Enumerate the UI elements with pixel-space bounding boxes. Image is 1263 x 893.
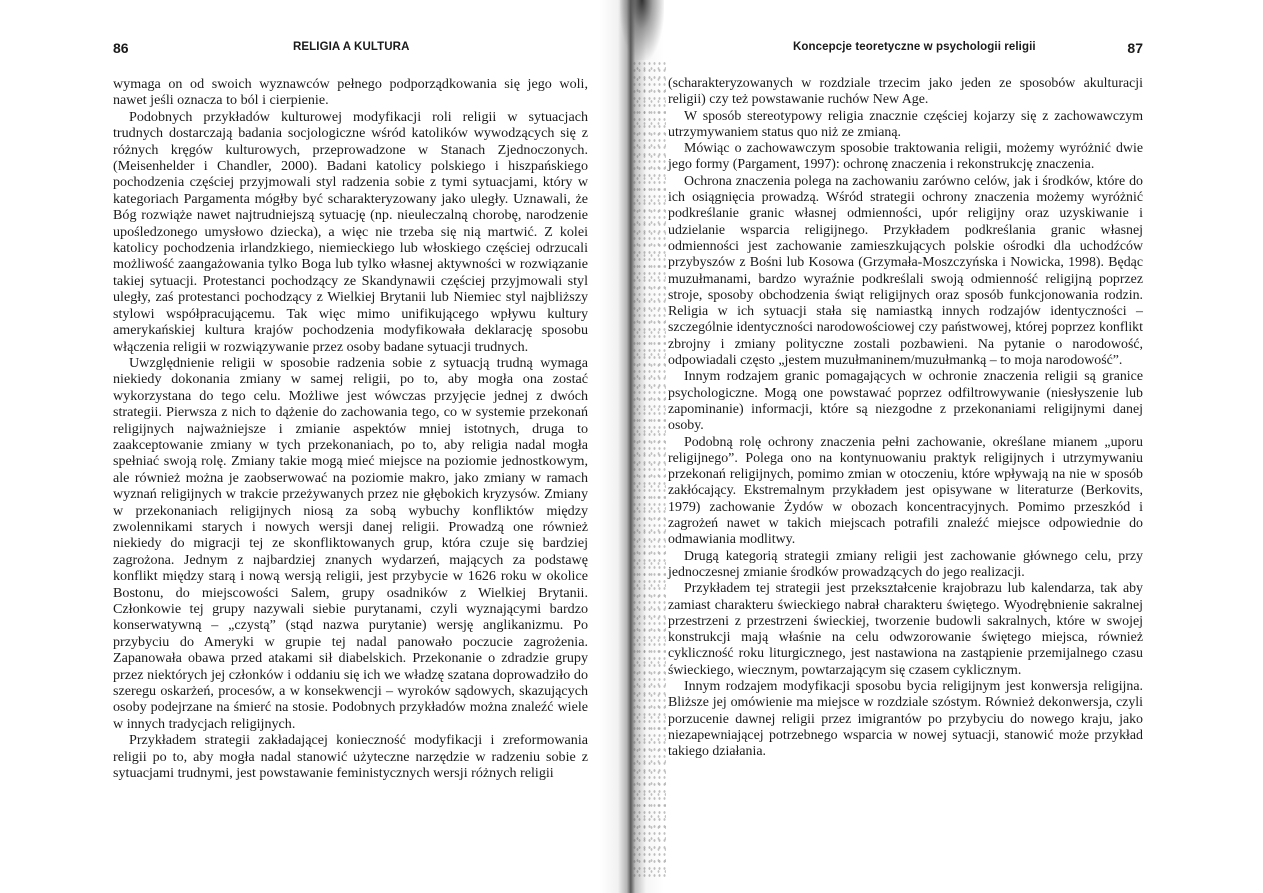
paragraph: Innym rodzajem granic pomagających w ochronie znaczenia religii są granice psychologiczne. Mogą one powstawać poprzez odfiltrowywanie (niesłyszenie lub zapominanie) informacji, które są niezgodne z przekonaniami religijnymi danej osoby. bbox=[668, 369, 1143, 434]
right-running-title: Koncepcje teoretyczne w psychologii religii bbox=[793, 41, 1036, 53]
paragraph: (scharakteryzowanych w rozdziale trzecim jako jeden ze sposobów akulturacji religii) czy też powstawanie ruchów New Age. bbox=[668, 76, 1143, 108]
paragraph: Podobnych przykładów kulturowej modyfikacji roli religii w sytuacjach trudnych dostarczają badania socjologiczne wśród katolików wywodzących się z różnych kręgów kulturowych, przeprowadzone w Stanach Zjednoczonych. (Meisenhelder i Chandler, 2000). Badani katolicy polskiego i hiszpańskiego pochodzenia częściej przyjmowali styl radzenia sobie z tymi sytuacjami, który w kategoriach Pargamenta mógłby być scharakteryzowany jako uległy. Uznawali, że Bóg rozwiąże nawet najtrudniejszą sytuację (np. nieuleczalną chorobę, narodzenie upośledzonego umysłowo dziecka), a więc nie trzeba się nią martwić. Z kolei katolicy pochodzenia irlandzkiego, niemieckiego lub włoskiego częściej odrzucali możliwość zaangażowania tylko Boga lub tylko własnej aktywności w rozwiązanie takiej sytuacji. Protestanci pochodzący ze Skandynawii częściej przyjmowali styl uległy, zaś protestanci pochodzący z Wielkiej Brytanii lub Niemiec styl najbliższy stylowi współpracującemu. Tak więc mimo unifikującego wpływu kultury amerykańskiej kultura krajów pochodzenia modyfikowała deklarację sposobu włączenia religii w rozwiązywanie przez osoby badane sytuacji trudnych. bbox=[113, 108, 588, 355]
left-body-text bbox=[113, 76, 588, 781]
left-page bbox=[113, 40, 588, 781]
binding-texture bbox=[632, 60, 666, 880]
paragraph: Innym rodzajem modyfikacji sposobu bycia religijnym jest konwersja religijna. Bliższe jej omówienie ma miejsce w rozdziale szóstym. Również dekonwersja, czyli porzucenie dawnej religii przez imigrantów po przybyciu do nowego kraju, jako niezapewniającej potrzebnego wsparcia w nowej sytuacji, stanowić może przykład takiego działania. bbox=[668, 678, 1143, 760]
paragraph: wymaga on od swoich wyznawców pełnego podporządkowania się jego woli, nawet jeśli oznacza to ból i cierpienie. bbox=[113, 76, 588, 109]
right-page bbox=[668, 40, 1143, 760]
paragraph: Przykładem tej strategii jest przekształcenie krajobrazu lub kalendarza, tak aby zamiast charakteru świeckiego nabrał charakteru świętego. Wyodrębnienie sakralnej przestrzeni z przestrzeni świeckiej, tworzenie budowli sakralnych, które w swojej konstrukcji mają właśnie na celu odwzorowanie świętego miejsca, również cykliczność roku liturgicznego, jest nastawiona na zastąpienie przemijalnego czasu świeckiego, wiecznym, powtarzającym się czasem cyklicznym. bbox=[668, 581, 1143, 678]
left-page-number: 86 bbox=[113, 40, 129, 56]
right-running-head bbox=[668, 40, 1143, 62]
left-running-title: RELIGIA A KULTURA bbox=[293, 41, 410, 53]
paragraph: Mówiąc o zachowawczym sposobie traktowania religii, możemy wyróżnić dwie jego formy (Pargament, 1997): ochronę znaczenia i rekonstrukcję znaczenia. bbox=[668, 141, 1143, 173]
paragraph: Podobną rolę ochrony znaczenia pełni zachowanie, określane mianem „uporu religijnego”. Polega ono na kontynuowaniu praktyk religijnych i utrzymywaniu przekonań religijnych, pomimo zmian w otoczeniu, które wpływają na nie w sposób zakłócający. Ekstremalnym przykładem jest opisywane w literaturze (Berkovits, 1979) zachowanie Żydów w obozach koncentracyjnych. Pomimo przeszkód i zagrożeń nawet w takich miejscach potrafili znaleźć miejsce odpowiednie do odmawiania modlitwy. bbox=[668, 434, 1143, 548]
paragraph: Przykładem strategii zakładającej konieczność modyfikacji i zreformowania religii po to, aby mogła nadal stanowić użyteczne narzędzie w radzeniu sobie z sytuacjami trudnymi, jest powstawanie feministycznych wersji różnych religii bbox=[113, 732, 588, 782]
left-running-head bbox=[113, 40, 588, 62]
paragraph: Ochrona znaczenia polega na zachowaniu zarówno celów, jak i środków, które do ich osiągnięcia prowadzą. Wśród strategii ochrony znaczenia możemy wyróżnić podkreślanie granic własnej odmienności, upór religijny oraz uzyskiwanie i udzielanie wsparcia religijnego. Przykładem podkreślania granic własnej odmienności jest zachowanie zamieszkujących polskie ośrodki dla uchodźców przybyszów z Bośni lub Kosowa (Grzymała-Moszczyńska i Nowicka, 1998). Będąc muzułmanami, bardzo wyraźnie podkreślali swoją odmienność religijną poprzez stroje, sposoby obchodzenia świąt religijnych oraz sposób funkcjonowania rodzin. Religia w ich sytuacji stała się namiastką innych rodzajów identyczności – szczególnie identyczności narodowościowej czy państwowej, której poprzez konflikt zbrojny i zmiany polityczne zostali pozbawieni. Na pytanie o narodowość, odpowiadali często „jestem muzułmaninem/muzułmanką – to moja narodowość”. bbox=[668, 173, 1143, 369]
right-body-text bbox=[668, 76, 1143, 760]
paragraph: Drugą kategorią strategii zmiany religii jest zachowanie głównego celu, przy jednoczesnej zmianie środków prowadzących do jego realizacji. bbox=[668, 548, 1143, 580]
paragraph: W sposób stereotypowy religia znacznie częściej kojarzy się z zachowawczym utrzymywaniem status quo niż ze zmianą. bbox=[668, 108, 1143, 140]
paragraph: Uwzględnienie religii w sposobie radzenia sobie z sytuacją trudną wymaga niekiedy dokonania zmiany w samej religii, po to, aby mogła ona zostać wykorzystana do tego celu. Możliwe jest wówczas przyjęcie jednej z dwóch strategii. Pierwsza z nich to dążenie do zachowania tego, co w systemie przekonań religijnych najważniejsze i zmianie aspektów mniej istotnych, druga to zaakceptowanie zmiany w tych przekonaniach, po to, aby religia nadal mogła spełniać swoją rolę. Zmiany takie mogą mieć miejsce na poziomie jednostkowym, ale również można je zaobserwować na poziomie makro, jako zmiany w ramach wyznań religijnych w trakcie przeżywanych przez nie głębokich kryzysów. Zmiany w przekonaniach religijnych niosą za sobą wybuchy konfliktów między zwolennikami starych i nowych wersji danej religii. Prowadzą one również niekiedy do migracji tej ze skonfliktowanych grup, która czuje się bardziej zagrożona. Jednym z najbardziej znanych wydarzeń, mających za podstawę konflikt między starą i nową wersją religii, jest przybycie w 1626 roku w okolice Bostonu, do miejscowości Salem, grupy osadników z Wielkiej Brytanii. Członkowie tej grupy nazywali siebie purytanami, czyli wyznającymi bardzo konserwatywną – „czystą” (stąd nazwa purytanie) wersję anglikanizmu. Po przybyciu do Ameryki w grupie tej nadal panowało poczucie zagrożenia. Zapanowała obawa przed atakami sił diabelskich. Przekonanie o zdradzie grupy przez niektórych jej członków i oddaniu się ich we władzę szatana doprowadziło do szeregu oskarżeń, procesów, a w konsekwencji – wyroków sądowych, skazujących osoby podejrzane na śmierć na stosie. Podobnych przykładów można znaleźć wiele w innych tradycjach religijnych. bbox=[113, 354, 588, 732]
right-page-number: 87 bbox=[1127, 40, 1143, 56]
binding-shadow bbox=[620, 0, 664, 60]
